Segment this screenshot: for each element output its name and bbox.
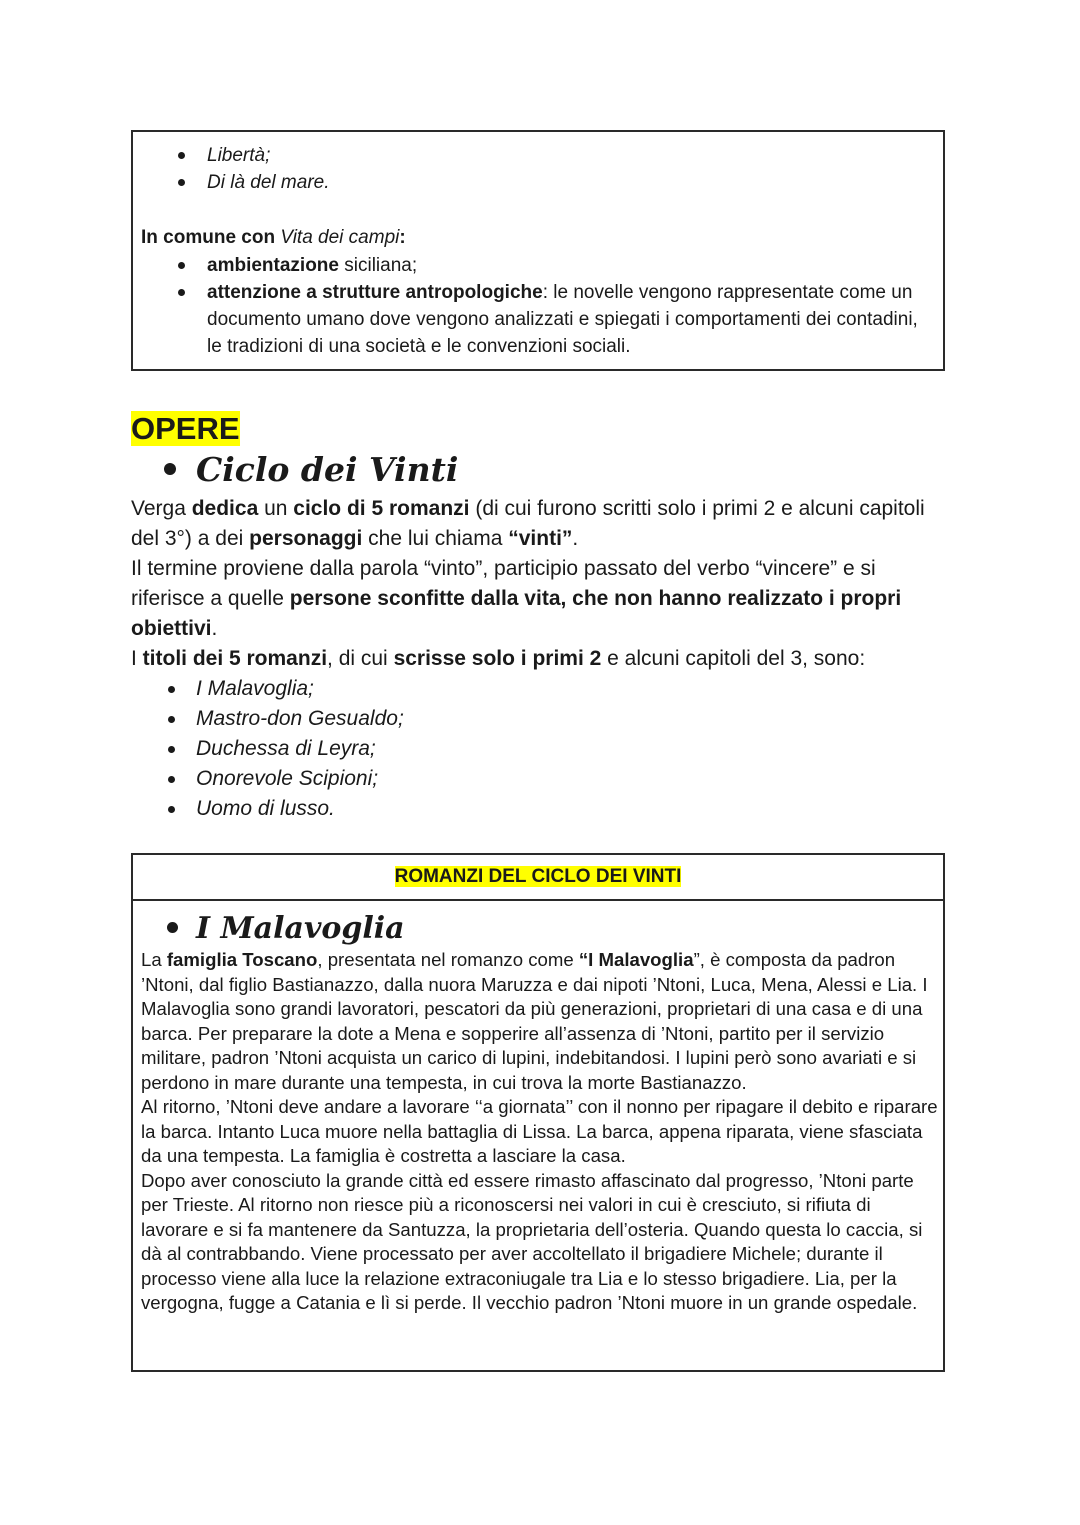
list-item (141, 279, 931, 360)
text-run: . (211, 617, 218, 640)
text-run: La (141, 949, 167, 970)
text-run: Al ritorno, ’Ntoni deve andare a lavorare ‘‘a giornata’’ con il nonno per ripagare il debito e riparare la barca. Intanto Luca muore nella battaglia di Lissa. La barca, appena riparata, viene sfasciata da una tempesta. La famiglia è costretta a lasciare la casa. (141, 1096, 938, 1166)
bold-run: scrisse solo i primi 2 (393, 647, 602, 670)
list-item (141, 252, 931, 279)
list-item: Libertà; (141, 142, 330, 169)
text-run: Dopo aver conosciuto la grande città ed essere rimasto affascinato dal progresso, ’Ntoni parte per Trieste. Al ritorno non riesce più a riconoscersi nei valori in cui è cresciuto, si rifiuta di lavorare e si fa mantenere da Santuzza, la proprietaria dell’osteria. Quando questa lo caccia, si dà al contrabbando. Viene processato per aver accoltellato il brigadiere Michele; durante il processo viene alla luce la relazione extraconiugale tra Lia e lo stesso brigadiere. Lia, per la vergogna, fugge a Catania e lì si perde. Il vecchio padron ’Ntoni muore in un grande ospedale. (141, 1169, 923, 1313)
text-run: un (258, 497, 294, 520)
ciclo-dei-vinti-heading (164, 448, 458, 492)
paragraph (131, 494, 951, 554)
feature-text: : le novelle vengono rappresentate come un documento umano dove vengono analizzati e spiegati i comportamenti dei contadini, le tradizioni di una società e le convenzioni sociali. (207, 282, 918, 357)
bold-run: famiglia Toscano (166, 949, 318, 970)
list-item: Di là del mare. (141, 169, 330, 196)
feature-text: siciliana; (338, 255, 418, 276)
text-run: , presentata nel romanzo come (317, 949, 579, 970)
opere-heading-text: OPERE (131, 411, 240, 446)
romanzi-titles-list (131, 674, 951, 824)
in-common-heading (141, 224, 406, 251)
text-run: Verga (131, 497, 192, 520)
malavoglia-heading-text: I Malavoglia (196, 911, 405, 946)
opere-heading (131, 410, 240, 448)
novelle-summary-box (131, 130, 945, 371)
malavoglia-heading (167, 909, 405, 949)
malavoglia-summary (141, 948, 941, 1316)
paragraph (131, 554, 951, 644)
list-item: Mastro-don Gesualdo; (131, 704, 951, 734)
bold-run: personaggi (249, 527, 363, 550)
text-run: (di cui furono scritti solo i primi 2 e alcuni capitoli del 3°) a dei (131, 497, 925, 550)
romanzi-table (131, 853, 945, 1372)
in-common-label: In comune con (141, 227, 276, 248)
text-run: , di cui (327, 647, 394, 670)
bold-run: ciclo di 5 romanzi (293, 497, 470, 520)
novelle-list (141, 142, 330, 196)
table-header-text: ROMANZI DEL CICLO DEI VINTI (394, 866, 682, 887)
bold-run: dedica (191, 497, 259, 520)
text-run: che lui chiama (362, 527, 509, 550)
ciclo-dei-vinti-body (131, 494, 951, 824)
paragraph (131, 644, 951, 674)
ciclo-heading-text: Ciclo dei Vinti (196, 450, 459, 489)
list-item: Duchessa di Leyra; (131, 734, 951, 764)
colon: : (399, 227, 406, 248)
feature-term: ambientazione (207, 255, 339, 276)
list-item: I Malavoglia; (131, 674, 951, 704)
list-item: Uomo di lusso. (131, 794, 951, 824)
text-run: . (572, 527, 579, 550)
table-header (133, 855, 943, 901)
common-features-list (141, 252, 931, 360)
feature-term: attenzione a strutture antropologiche (207, 282, 543, 303)
bullet-icon (167, 922, 178, 933)
bold-run: “vinti” (508, 527, 573, 550)
bold-run: “I Malavoglia (578, 949, 694, 970)
text-run: Il termine proviene dalla parola “vinto”, participio passato del verbo “vincere” e si riferisce a quelle (131, 557, 876, 610)
text-run: ”, è composta da padron ’Ntoni, dal figlio Bastianazzo, dalla nuora Maruzza e dai nipoti ’Ntoni, Luca, Mena, Alessi e Lia. I Malavoglia sono grandi lavoratori, pescatori da più generazioni, proprietari di una casa e di una barca. Per preparare la dote a Mena e sopperire all’assenza di ’Ntoni, partito per il servizio militare, padron ’Ntoni acquista un carico di lupini, indebitandosi. I lupini però sono avariati e si perdono in mare durante una tempesta, in cui trova la morte Bastianazzo. (141, 949, 928, 1093)
bullet-icon (164, 463, 176, 475)
list-item: Onorevole Scipioni; (131, 764, 951, 794)
text-run: I (131, 647, 143, 670)
bold-run: persone sconfitte dalla vita, che non hanno realizzato i propri obiettivi (131, 587, 902, 640)
bold-run: titoli dei 5 romanzi (142, 647, 328, 670)
text-run: e alcuni capitoli del 3, sono: (601, 647, 866, 670)
vita-dei-campi-title: Vita dei campi (280, 227, 400, 248)
